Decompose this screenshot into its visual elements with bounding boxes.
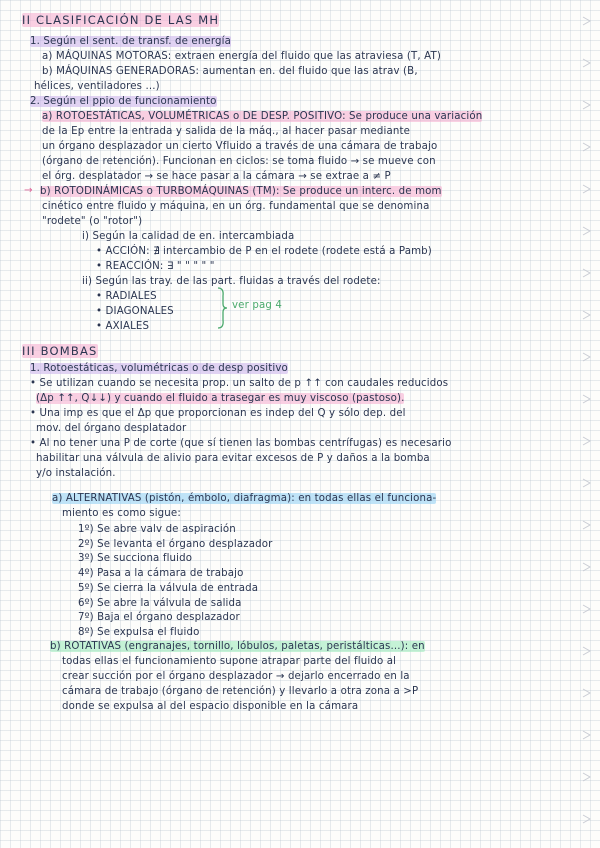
rotostatic-line: el órg. desplatador → se hace pasar a la cámara → se extrae a ≠ P <box>42 171 391 182</box>
rotostatic-line: un órgano desplazador un cierto Vfluido a través de una cámara de trabajo <box>42 141 438 152</box>
alternative-step: 1º) Se abre valv de aspiración <box>78 524 236 535</box>
use-bullet: (Δp ↑↑, Q↓↓) y cuando el fluido a trasegar es muy viscoso (pastoso). <box>36 393 405 404</box>
generator-examples: hélices, ventiladores ...) <box>34 81 160 92</box>
criterion-energy-transfer: 1. Según el sent. de transf. de energía <box>30 36 231 47</box>
rotodynamic-line: b) ROTODINÁMICAS o TURBOMÁQUINAS (TM): Se produce un interc. de mom <box>40 186 442 197</box>
reaction-item: • REACCIÓN: ∃ " " " " " <box>96 261 215 272</box>
trajectory-criterion: ii) Según las tray. de las part. fluidas a través del rodete: <box>82 276 381 287</box>
alternative-step: 6º) Se abre la válvula de salida <box>78 597 242 609</box>
alternative-step: 7º) Baja el órgano desplazador <box>78 612 240 624</box>
rotary-pumps: b) ROTATIVAS (engranajes, tornillo, lóbulos, paletas, peristálticas...): en <box>50 641 425 652</box>
axial-item: • AXIALES <box>96 321 150 332</box>
see-page-note: ver pag 4 <box>232 300 282 311</box>
margin-tick-icon <box>582 352 594 362</box>
alternative-pumps: miento es como sigue: <box>62 508 181 519</box>
alternative-step: 2º) Se levanta el órgano desplazador <box>78 538 273 550</box>
rotostatic-pumps-heading: 1. Rotoestáticas, volumétricas o de desp positivo <box>30 363 288 374</box>
alternative-step: 5º) Se cierra la válvula de entrada <box>78 582 259 594</box>
rotodynamic-line: "rodete" (o "rotor") <box>42 216 143 227</box>
rotary-pumps: donde se expulsa al del espacio disponible en la cámara <box>62 701 359 712</box>
motor-machines: a) MÁQUINAS MOTORAS: extraen energía del fluido que las atraviesa (T, AT) <box>42 51 441 62</box>
margin-tick-icon <box>582 688 594 698</box>
section-iii-title: III BOMBAS <box>22 344 98 358</box>
important-bullet: mov. del órgano desplatador <box>36 423 187 434</box>
margin-tick-icon <box>582 520 594 530</box>
margin-tick-icon <box>582 58 594 68</box>
arrow-icon: → <box>24 185 33 196</box>
alternative-step: 4º) Pasa a la cámara de trabajo <box>78 568 244 580</box>
diagonal-item: • DIAGONALES <box>96 306 174 317</box>
rotostatic-line: (órgano de retención). Funcionan en ciclos: se toma fluido → se mueve con <box>42 156 436 167</box>
margin-tick-icon <box>582 772 594 782</box>
margin-tick-icon <box>582 478 594 488</box>
margin-tick-icon <box>582 16 594 26</box>
use-bullet: • Se utilizan cuando se necesita prop. un salto de p ↑↑ con caudales reducidos <box>30 378 449 389</box>
alternative-pumps: a) ALTERNATIVAS (pistón, émbolo, diafragma): en todas ellas el funciona- <box>52 493 437 504</box>
relief-valve-bullet: habilitar una válvula de alivio para evitar excesos de P y daños a la bomba <box>36 453 430 464</box>
rotodynamic-line: cinético entre fluido y máquina, en un órg. fundamental que se denomina <box>42 201 430 212</box>
rotary-pumps: todas ellas el funcionamiento supone atrapar parte del fluido al <box>62 656 397 667</box>
relief-valve-bullet: y/o instalación. <box>36 468 116 479</box>
alternative-step: 8º) Se expulsa el fluido <box>78 626 200 638</box>
margin-tick-icon <box>582 730 594 740</box>
relief-valve-bullet: • Al no tener una P de corte (que sí tienen las bombas centrífugas) es necesario <box>30 438 452 449</box>
margin-tick-icon <box>582 814 594 824</box>
margin-tick-icon <box>582 268 594 278</box>
margin-tick-icon <box>582 436 594 446</box>
margin-tick-icon <box>582 226 594 236</box>
margin-tick-icon <box>582 394 594 404</box>
margin-tick-icon <box>582 646 594 656</box>
margin-tick-icon <box>582 310 594 320</box>
criterion-operating-principle: 2. Según el ppio de funcionamiento <box>30 96 217 107</box>
rotary-pumps: cámara de trabajo (órgano de retención) y llevarlo a otra zona a >P <box>62 686 419 697</box>
alternative-step: 3º) Se succiona fluido <box>78 553 193 565</box>
margin-tick-icon <box>582 100 594 110</box>
important-bullet: • Una imp es que el Δp que proporcionan es indep del Q y sólo dep. del <box>30 408 406 419</box>
rotostatic-line: de la Ep entre la entrada y salida de la máq., al hacer pasar mediante <box>42 126 411 137</box>
generator-machines: b) MÁQUINAS GENERADORAS: aumentan en. del fluido que las atrav (B, <box>42 66 418 77</box>
margin-tick-icon <box>582 562 594 572</box>
margin-tick-icon <box>582 142 594 152</box>
brace-icon <box>214 286 228 334</box>
rotostatic-line: a) ROTOESTÁTICAS, VOLUMÉTRICAS o DE DESP. POSITIVO: Se produce una variación <box>42 111 483 122</box>
margin-tick-icon <box>582 604 594 614</box>
radial-item: • RADIALES <box>96 291 157 302</box>
margin-ticks <box>580 0 594 848</box>
action-item: • ACCIÓN: ∄ intercambio de P en el rodete (rodete está a Pamb) <box>96 246 432 257</box>
energy-quality-criterion: i) Según la calidad de en. intercambiada <box>82 231 295 242</box>
section-ii-title: II CLASIFICACIÓN DE LAS MH <box>22 13 220 27</box>
margin-tick-icon <box>582 184 594 194</box>
rotary-pumps: crear succión por el órgano desplazador → dejarlo encerrado en la <box>62 671 410 682</box>
